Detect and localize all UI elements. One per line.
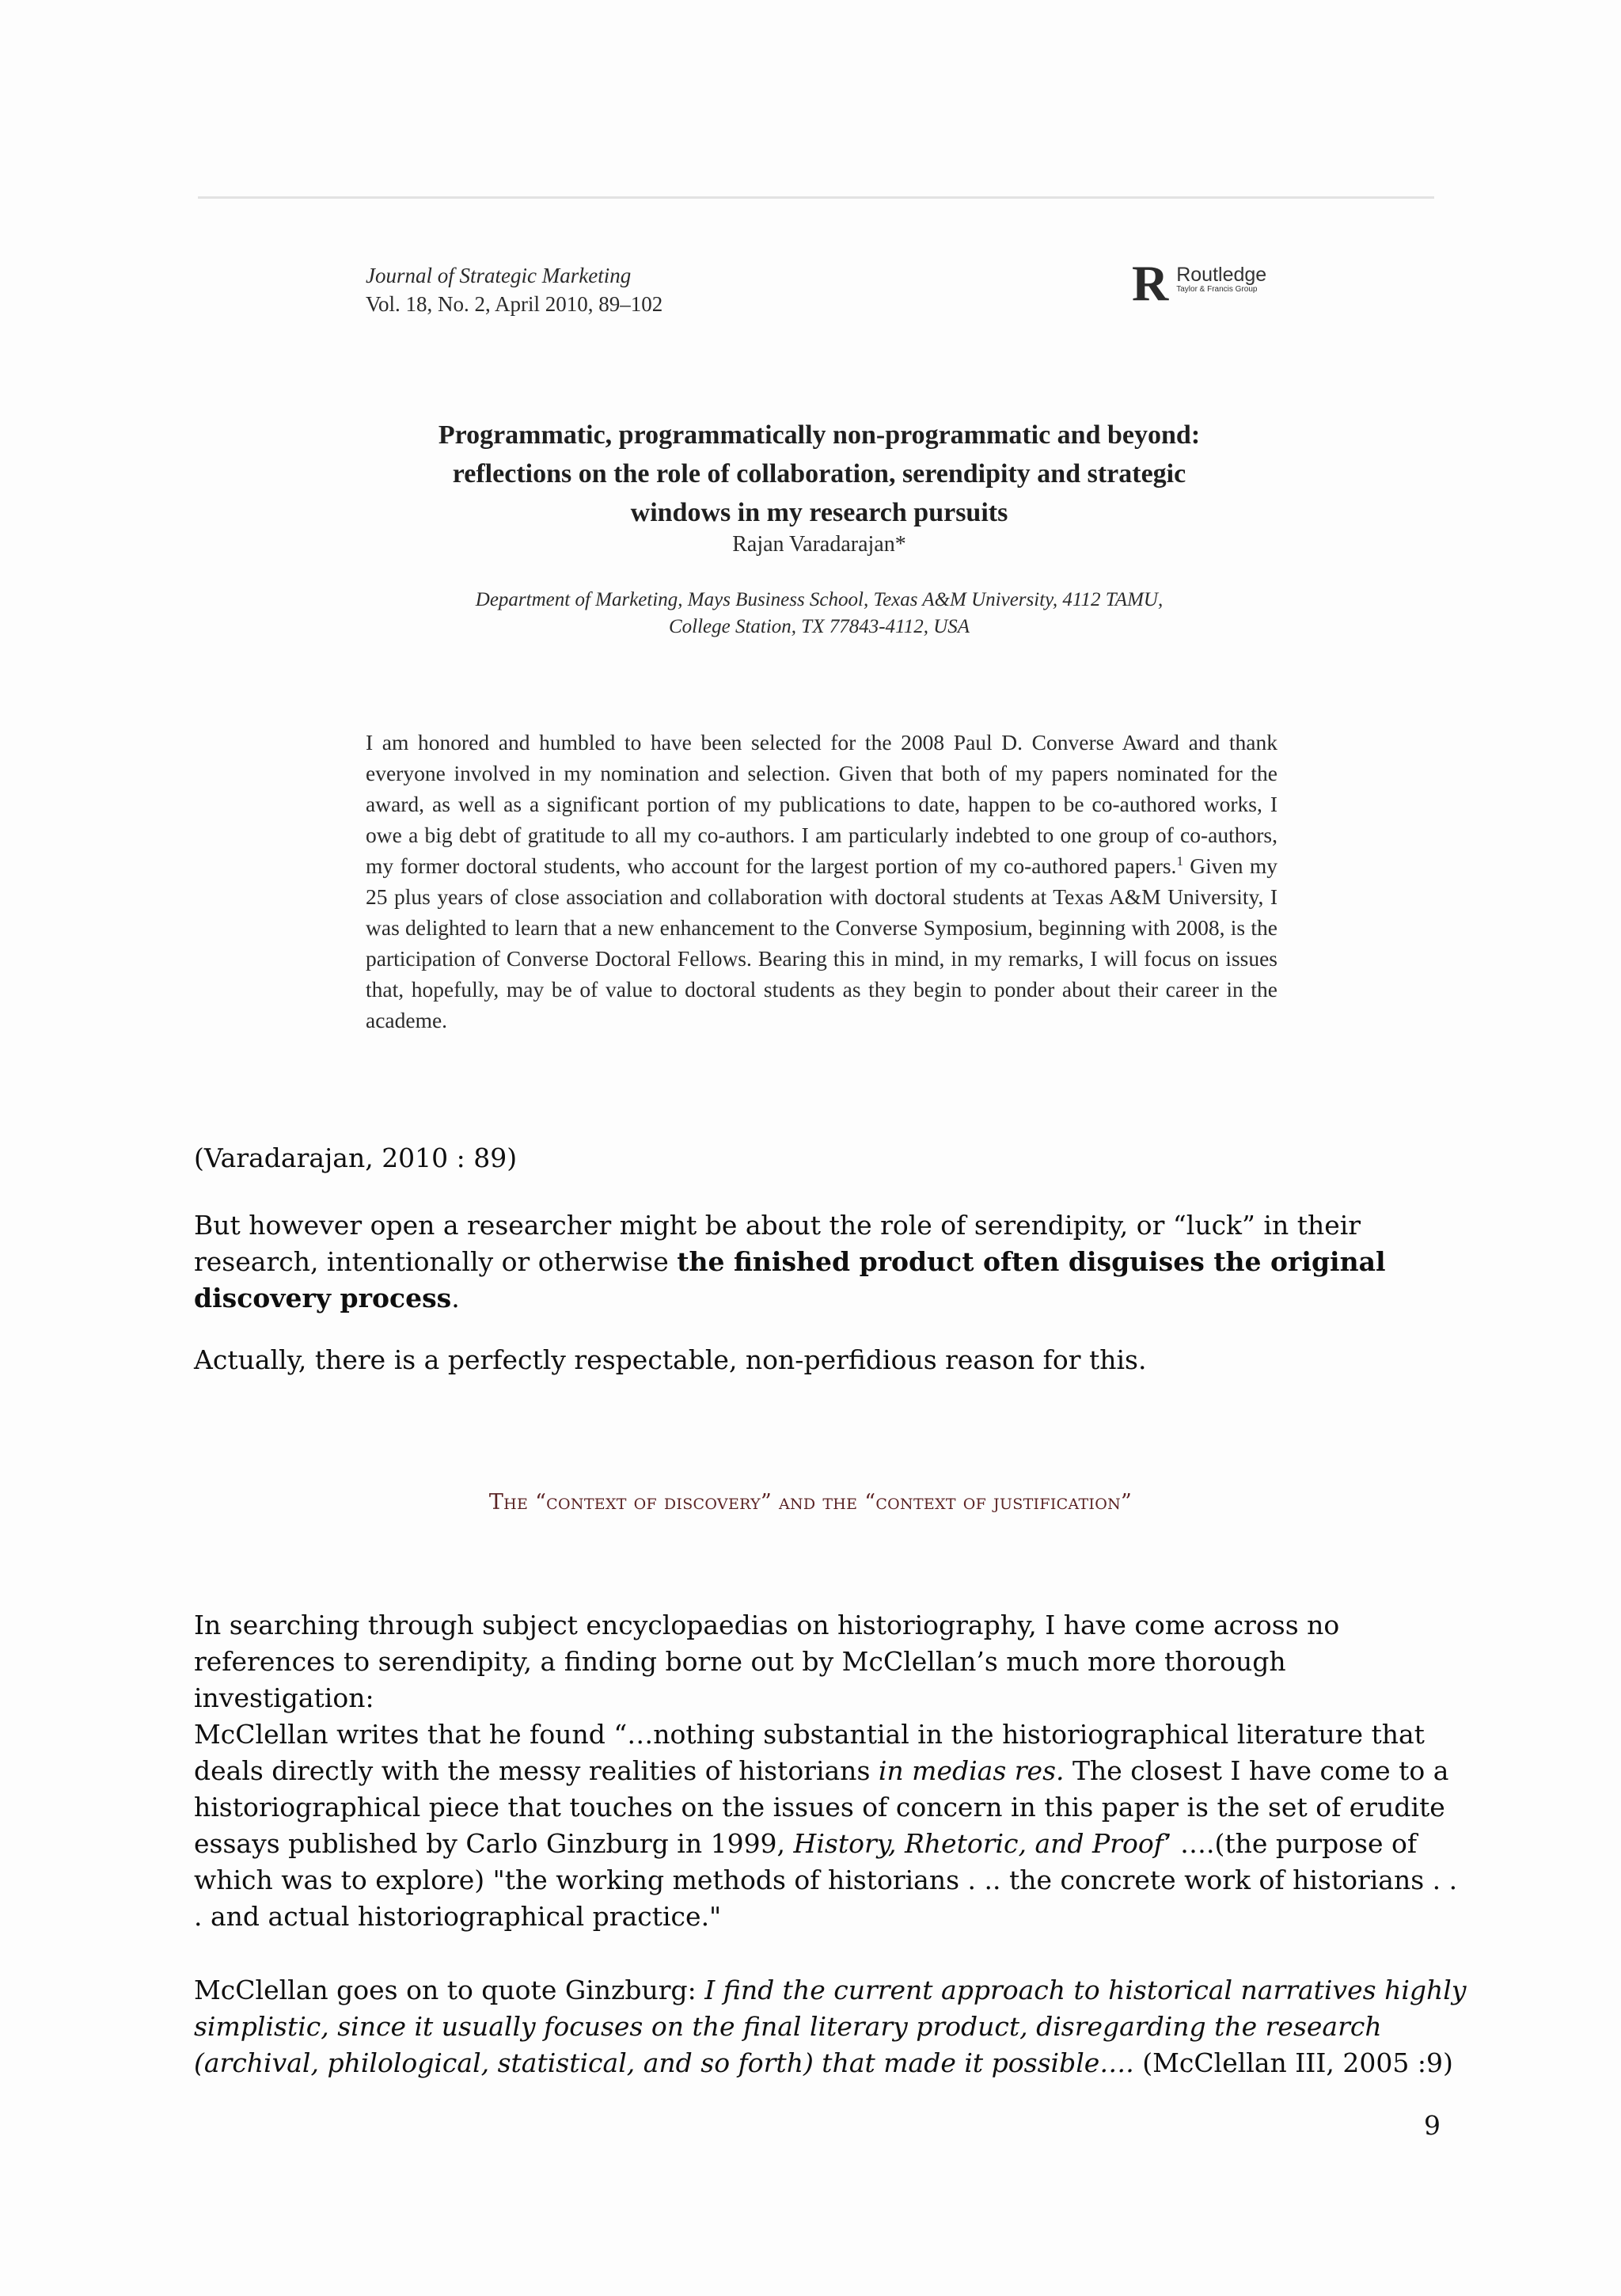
paragraph-encyclopaedias: In searching through subject encyclopaedias on historiography, I have come across no references to serendipity, a finding borne out by McClellan’s much more thorough investigation: [194,1610,1340,1713]
paragraph-text: McClellan writes that he found “…nothing substantial in the historiographical literature that deals directly with the messy realities of historians [194,1719,1425,1786]
section-heading: The “context of discovery” and the “context of justification” [488,1490,1133,1515]
paragraph-text: But however open a researcher might be about the role of serendipity, or “luck” in their research, intentionally or otherwise [194,1210,1361,1277]
article-affiliation [348,587,1290,641]
italic-quotation: I find the current approach to historical narratives highly simplistic, since it usually focuses on the final literary product, disregarding the research (archival, philological, statistical, and so forth) that made it possible…. [194,1975,1467,2078]
affiliation-line: College Station, TX 77843-4112, USA [668,616,970,637]
journal-citation [366,261,662,318]
header-rule [198,196,1434,199]
article-excerpt-image [348,238,1290,1108]
paragraph-text: (McClellan III, 2005 :9) [1133,2047,1453,2078]
routledge-r-icon: R [1132,255,1169,311]
article-title-line: reflections on the role of collaboration, serendipity and strategic [452,459,1186,488]
paragraph-text: McClellan goes on to quote Ginzburg: [194,1975,705,2005]
article-abstract [366,727,1277,1036]
bold-emphasis: the finished product often disguises the original discovery process [194,1246,1386,1313]
publisher-logo [1132,255,1267,311]
publisher-text [1176,261,1266,295]
excerpt-citation: (Varadarajan, 2010 : 89) [194,1142,518,1173]
publisher-name: Routledge [1176,264,1267,286]
page-number: 9 [1424,2110,1441,2141]
abstract-text: Given my 25 plus years of close association and collaboration with doctoral students at Texas A&M University, I was delighted to learn that a new enhancement to the Converse Symposium, beginning with 2008, is the participation of Converse Doctoral Fellows. Bearing this in mind, in my remarks, I will focus on issues that, hopefully, may be of value to doctoral students as they begin to ponder about their career in the academe. [366,853,1277,1032]
paragraph-text: ’ ….(the purpose of which was to explore) "the working methods of historians . .. the concrete work of historians . . . and actual historiographical practice." [194,1828,1458,1932]
article-title-line: windows in my research pursuits [630,498,1008,527]
abstract-text: I am honored and humbled to have been selected for the 2008 Paul D. Converse Award and thank everyone involved in my nomination and selection. Given that both of my papers nominated for the award, as well as a significant portion of my publications to date, happen to be co-authored works, I owe a big debt of gratitude to all my co-authors. I am particularly indebted to one group of co-authors, my former doctoral students, who account for the largest portion of my co-authored papers. [366,730,1277,878]
article-author: Rajan Varadarajan* [732,532,906,557]
paragraph-text: The closest I have come to a historiographical piece that touches on the issues of concern in this paper is the set of erudite essays published by Carlo Ginzburg in 1999, [194,1755,1449,1859]
footnote-marker: 1 [1176,853,1183,869]
paragraph-mcclellan-quote [194,1716,1468,1935]
paragraph-discovery-process [194,1207,1468,1317]
publisher-subname: Taylor & Francis Group [1176,285,1258,294]
paragraph-ginzburg-quote [194,1972,1468,2081]
paragraph-text: . [451,1283,460,1313]
paragraph-reason: Actually, there is a perfectly respectable, non-perfidious reason for this. [194,1344,1147,1375]
italic-phrase: in medias res. [878,1755,1065,1786]
article-title-line: Programmatic, programmatically non-programmatic and beyond: [438,420,1201,450]
article-title [348,416,1290,532]
affiliation-line: Department of Marketing, Mays Business School, Texas A&M University, 4112 TAMU, [475,589,1164,610]
journal-name: Journal of Strategic Marketing [366,264,632,287]
journal-volume: Vol. 18, No. 2, April 2010, 89–102 [366,292,663,316]
italic-book-title: History, Rhetoric, and Proof [793,1828,1164,1859]
